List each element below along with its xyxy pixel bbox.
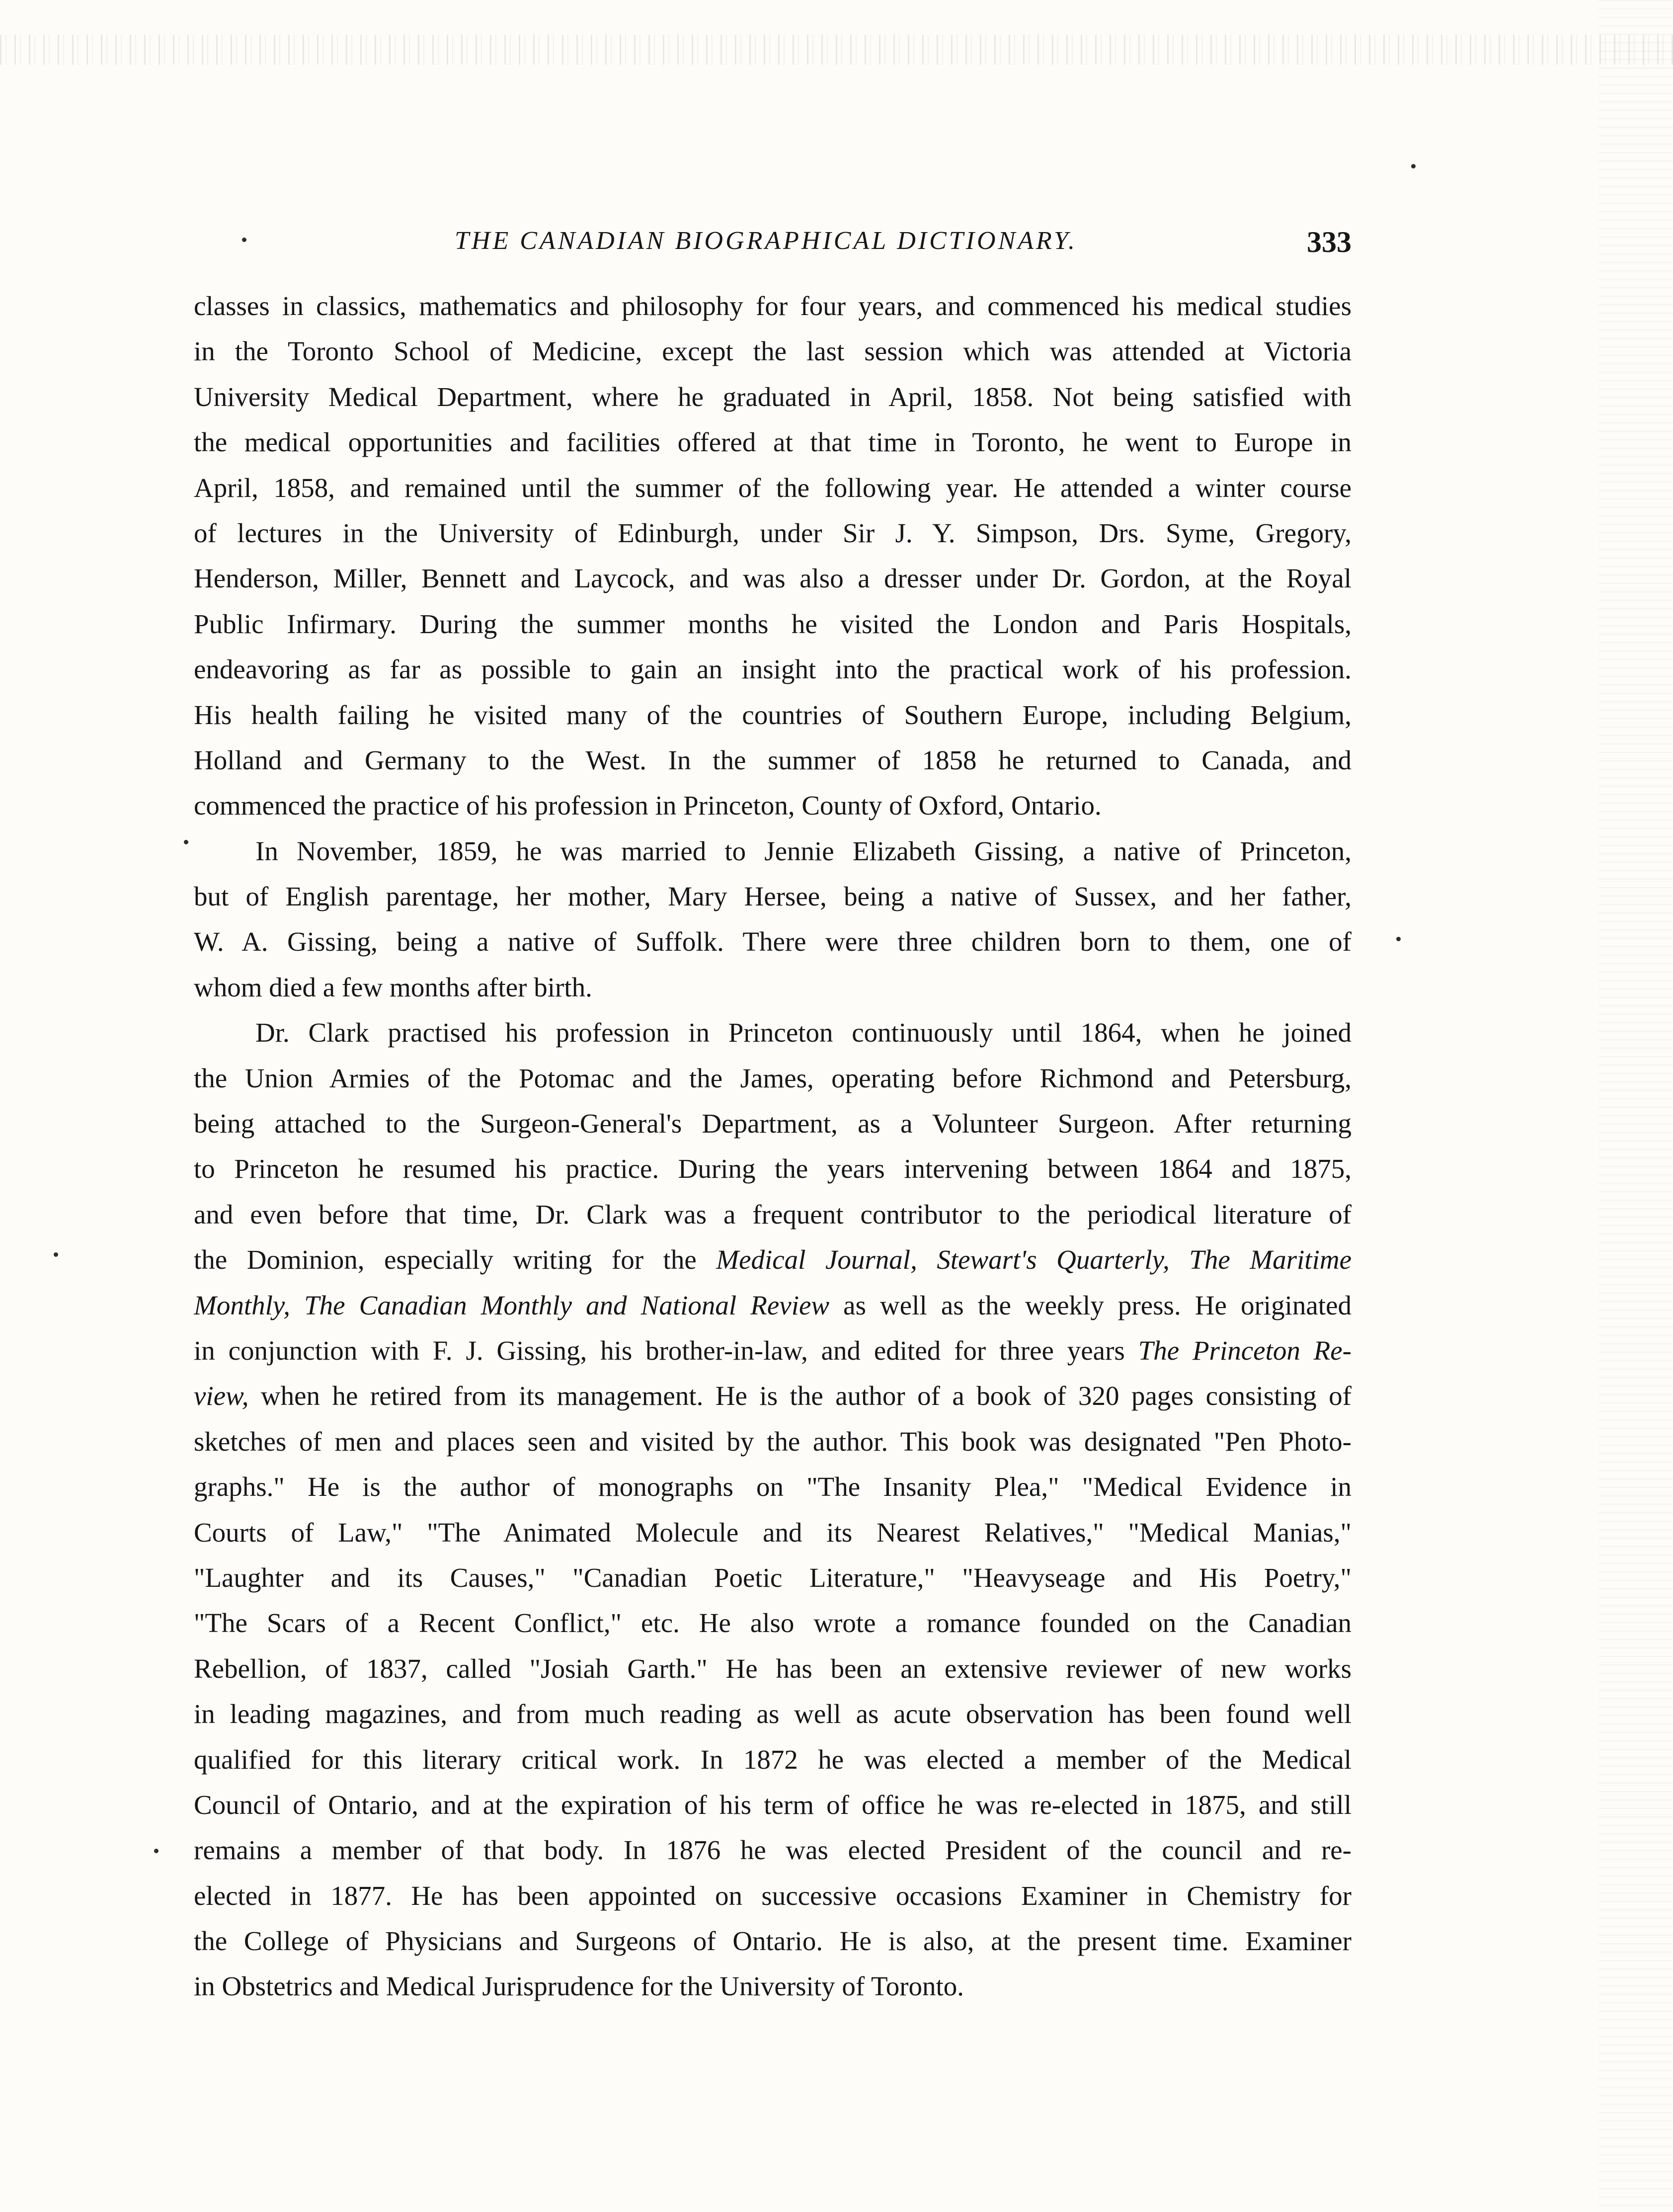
- text-line: classes in classics, mathematics and philosophy for four years, and commenced his medical studies: [194, 291, 1352, 321]
- body-text: [194, 283, 1352, 2009]
- text-line: whom died a few months after birth.: [194, 972, 592, 1002]
- text-line: Holland and Germany to the West. In the summer of 1858 he returned to Canada, and: [194, 744, 1352, 775]
- text-line: In November, 1859, he was married to Jennie Elizabeth Gissing, a native of Princeton,: [255, 835, 1352, 866]
- text-line: elected in 1877. He has been appointed on successive occasions Examiner in Chemistry for: [194, 1880, 1352, 1911]
- text-line: endeavoring as far as possible to gain an insight into the practical work of his profession.: [194, 654, 1352, 685]
- text-line: Monthly, The Canadian Monthly and National Review as well as the weekly press. He originated: [194, 1290, 1352, 1320]
- text-line: to Princeton he resumed his practice. During the years intervening between 1864 and 1875,: [194, 1153, 1352, 1184]
- text-line: "Laughter and its Causes," "Canadian Poetic Literature," "Heavyseage and His Poetry,": [194, 1562, 1352, 1593]
- text-line: in the Toronto School of Medicine, except the last session which was attended at Victoria: [194, 336, 1352, 367]
- text-line: Dr. Clark practised his profession in Princeton continuously until 1864, when he joined: [255, 1017, 1352, 1048]
- text-line: the Union Armies of the Potomac and the James, operating before Richmond and Petersburg,: [194, 1063, 1352, 1093]
- text-line: Council of Ontario, and at the expiration of his term of office he was re-elected in 1875, and still: [194, 1789, 1352, 1820]
- margin-speck: [1396, 937, 1401, 941]
- text-line: view, when he retired from its management. He is the author of a book of 320 pages consisting of: [194, 1381, 1352, 1411]
- text-line: Rebellion, of 1837, called "Josiah Garth." He has been an extensive reviewer of new works: [194, 1653, 1352, 1684]
- text-line: "The Scars of a Recent Conflict," etc. He also wrote a romance founded on the Canadian: [194, 1608, 1352, 1639]
- text-line: Public Infirmary. During the summer months he visited the London and Paris Hospitals,: [194, 608, 1352, 639]
- paragraph: [194, 283, 1352, 828]
- text-line: April, 1858, and remained until the summer of the following year. He attended a winter course: [194, 472, 1352, 503]
- scan-edge-noise: [0, 35, 1673, 65]
- text-line: but of English parentage, her mother, Mary Hersee, being a native of Sussex, and her father,: [194, 881, 1352, 912]
- text-line: Courts of Law," "The Animated Molecule and its Nearest Relatives," "Medical Manias,": [194, 1517, 1352, 1548]
- text-line: sketches of men and places seen and visited by the author. This book was designated "Pen Photo-: [194, 1426, 1352, 1457]
- text-line: W. A. Gissing, being a native of Suffolk. There were three children born to them, one of: [194, 926, 1352, 957]
- running-title: THE CANADIAN BIOGRAPHICAL DICTIONARY.: [455, 227, 1077, 255]
- margin-speck: [1411, 164, 1416, 168]
- paragraph: [194, 1010, 1352, 2009]
- text-line: the Dominion, especially writing for the Medical Journal, Stewart's Quarterly, The Maritime: [194, 1244, 1352, 1275]
- text-line: in leading magazines, and from much reading as well as acute observation has been found well: [194, 1699, 1352, 1729]
- text-line: being attached to the Surgeon-General's Department, as a Volunteer Surgeon. After returning: [194, 1108, 1352, 1139]
- paragraph: [194, 828, 1352, 1010]
- text-line: the College of Physicians and Surgeons of Ontario. He is also, at the present time. Examiner: [194, 1926, 1352, 1957]
- text-line: and even before that time, Dr. Clark was a frequent contributor to the periodical literature of: [194, 1199, 1352, 1229]
- text-line: qualified for this literary critical work. In 1872 he was elected a member of the Medical: [194, 1744, 1352, 1775]
- text-line: University Medical Department, where he graduated in April, 1858. Not being satisfied with: [194, 381, 1352, 412]
- page-number: 333: [1307, 226, 1352, 258]
- text-line: in Obstetrics and Medical Jurisprudence for the University of Toronto.: [194, 1971, 964, 2002]
- scan-margin-noise: [1598, 0, 1673, 2212]
- margin-speck: [154, 1849, 159, 1853]
- text-line: in conjunction with F. J. Gissing, his brother-in-law, and edited for three years The Princeton Re-: [194, 1335, 1352, 1366]
- margin-speck: [54, 1252, 58, 1257]
- text-line: remains a member of that body. In 1876 he was elected President of the council and re-: [194, 1835, 1352, 1866]
- text-line: Henderson, Miller, Bennett and Laycock, and was also a dresser under Dr. Gordon, at the Royal: [194, 563, 1352, 594]
- text-line: commenced the practice of his profession in Princeton, County of Oxford, Ontario.: [194, 790, 1102, 821]
- text-line: graphs." He is the author of monographs on "The Insanity Plea," "Medical Evidence in: [194, 1472, 1352, 1502]
- text-line: the medical opportunities and facilities offered at that time in Toronto, he went to Europe in: [194, 427, 1352, 458]
- running-head: [194, 221, 1352, 276]
- text-line: His health failing he visited many of the countries of Southern Europe, including Belgium,: [194, 699, 1352, 730]
- margin-speck: [184, 840, 188, 844]
- text-line: of lectures in the University of Edinburgh, under Sir J. Y. Simpson, Drs. Syme, Gregory,: [194, 517, 1352, 548]
